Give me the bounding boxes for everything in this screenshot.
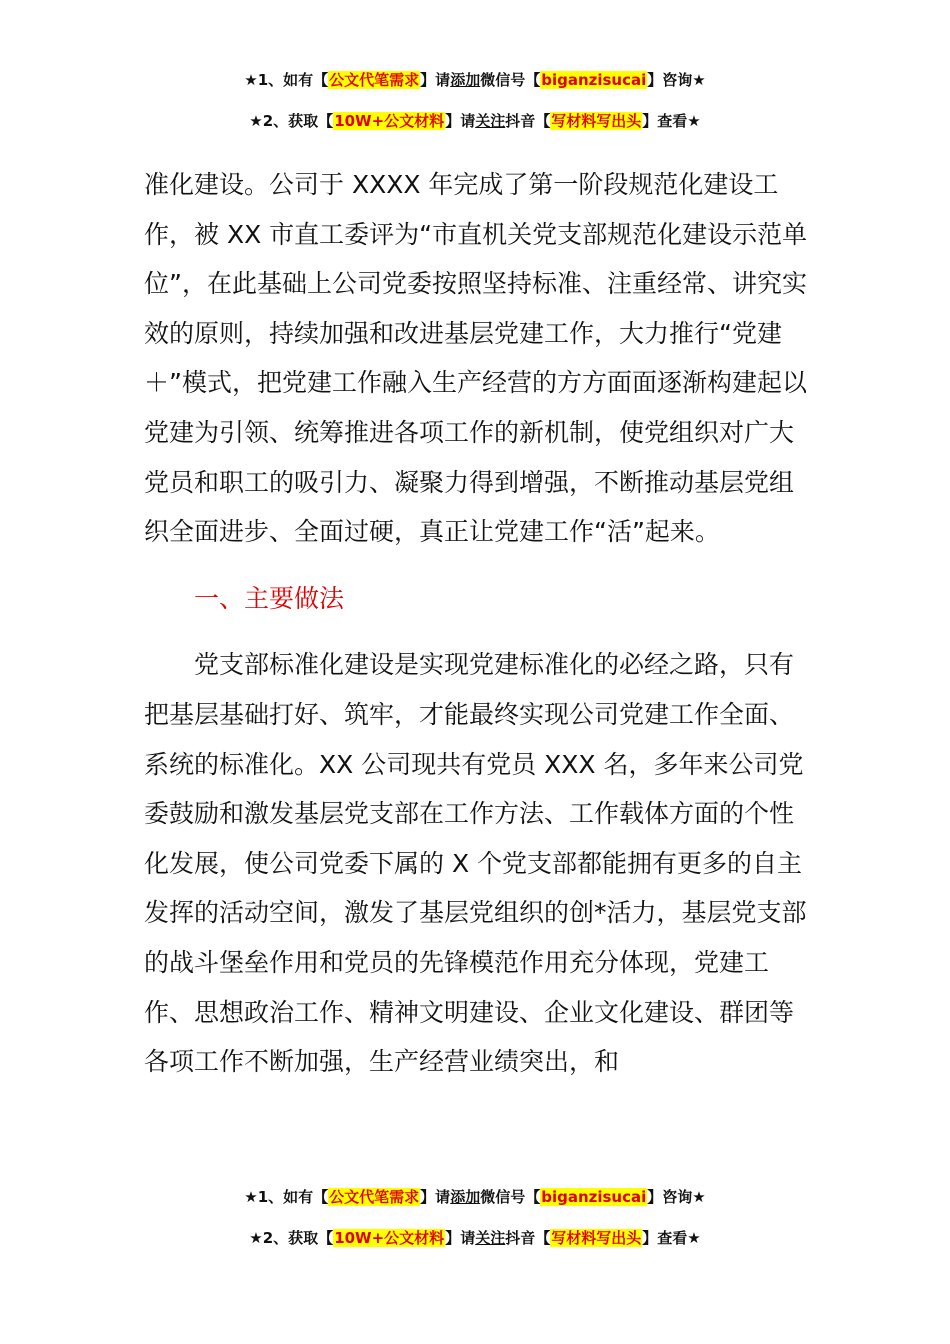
banner-highlight: 写材料写出头 — [551, 1229, 642, 1247]
banner-highlight: 10W+公文材料 — [334, 112, 445, 130]
banner-text: ★1、如有【 — [244, 1188, 329, 1206]
banner-underlined: 关注 — [475, 1229, 506, 1247]
banner-text: 微信号【 — [480, 71, 541, 89]
section-heading: 一、主要做法 — [194, 583, 345, 613]
banner-highlight: 10W+公文材料 — [334, 1229, 445, 1247]
banner-highlight: biganzisucai — [541, 1188, 647, 1206]
banner-text: ★1、如有【 — [244, 71, 329, 89]
banner-line-2 — [0, 1228, 950, 1248]
banner-highlight: biganzisucai — [541, 71, 647, 89]
banner-line-1 — [0, 1187, 950, 1207]
banner-text: 】查看★ — [642, 1229, 701, 1247]
document-body — [144, 160, 814, 1087]
banner-text: ★2、获取【 — [249, 112, 334, 130]
banner-underlined: 添加 — [450, 71, 481, 89]
banner-line-1 — [0, 70, 950, 90]
banner-text: 微信号【 — [480, 1188, 541, 1206]
banner-text: 】请 — [445, 1229, 476, 1247]
banner-text: 抖音【 — [505, 112, 551, 130]
banner-highlight: 公文代笔需求 — [329, 1188, 420, 1206]
banner-text: 】查看★ — [642, 112, 701, 130]
banner-underlined: 添加 — [450, 1188, 481, 1206]
body-paragraph: 准化建设。公司于 XXXX 年完成了第一阶段规范化建设工作，被 XX 市直工委评为“市直机关党支部规范化建设示范单位”，在此基础上公司党委按照坚持标准、注重经常、讲究实效的原则，持续加强和改进基层党建工作，大力推行“党建＋”模式，把党建工作融入生产经营的方方面面逐渐构建起以党建为引领、统筹推进各项工作的新机制，使党组织对广大党员和职工的吸引力、凝聚力得到增强，不断推动基层党组织全面进步、全面过硬，真正让党建工作“活”起来。 — [144, 170, 808, 547]
banner-text: 】请 — [420, 1188, 451, 1206]
banner-highlight: 公文代笔需求 — [329, 71, 420, 89]
banner-line-2 — [0, 111, 950, 131]
banner-text: 】咨询★ — [647, 1188, 706, 1206]
body-paragraph: 党支部标准化建设是实现党建标准化的必经之路，只有把基层基础打好、筑牢，才能最终实现公司党建工作全面、系统的标准化。XX 公司现共有党员 XXX 名，多年来公司党委鼓励和激发基层党支部在工作方法、工作载体方面的个性化发展，使公司党委下属的 X 个党支部都能拥有更多的自主发挥的活动空间，激发了基层党组织的创*活力，基层党支部的战斗堡垒作用和党员的先锋模范作用充分体现，党建工作、思想政治工作、精神文明建设、企业文化建设、群团等各项工作不断加强，生产经营业绩突出，和 — [144, 650, 807, 1077]
banner-underlined: 关注 — [475, 112, 506, 130]
banner-highlight: 写材料写出头 — [551, 112, 642, 130]
banner-text: 】请 — [445, 112, 476, 130]
banner-text: ★2、获取【 — [249, 1229, 334, 1247]
banner-text: 抖音【 — [505, 1229, 551, 1247]
banner-text: 】咨询★ — [647, 71, 706, 89]
bottom-banner — [0, 1187, 950, 1248]
top-banner — [0, 70, 950, 131]
banner-text: 】请 — [420, 71, 451, 89]
